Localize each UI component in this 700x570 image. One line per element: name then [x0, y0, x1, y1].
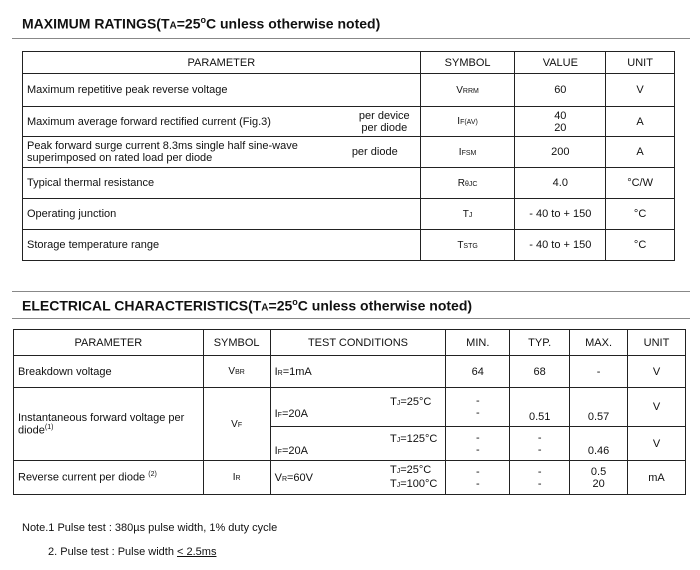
mr-symbol-main: R [457, 177, 465, 189]
ec-unit: mA [628, 461, 686, 495]
ec-typ: - - [510, 461, 570, 495]
mr-param: Typical thermal resistance [23, 168, 421, 199]
mr-header-parameter: PARAMETER [23, 52, 421, 74]
mr-header-unit: UNIT [606, 52, 675, 74]
ec-temp [390, 396, 431, 420]
mr-param: Storage temperature range [23, 230, 421, 261]
ec-param: Breakdown voltage [14, 356, 204, 388]
ec-param-text: Instantaneous forward voltage per diode [18, 411, 185, 437]
max-ratings-title-rest: =25 [176, 15, 201, 32]
ec-temp-sub: J [396, 481, 401, 489]
ec-temp-sub: J [396, 436, 401, 444]
table-row [23, 74, 675, 107]
table-row [23, 199, 675, 230]
ec-temp-main: T [390, 396, 397, 408]
ec-temp [390, 478, 437, 492]
ec-header-test-conditions: TEST CONDITIONS [270, 330, 446, 356]
electrical-table [13, 329, 686, 495]
ec-symbol [203, 461, 270, 495]
mr-value: - 40 to + 150 [515, 199, 606, 230]
ec-temp [390, 464, 437, 478]
ec-temp-sub: J [396, 467, 401, 475]
mr-param: Operating junction [23, 199, 421, 230]
ec-cond-main: I [274, 365, 278, 378]
ec-symbol [203, 388, 270, 461]
ec-symbol [203, 356, 270, 388]
mr-symbol [420, 199, 515, 230]
ec-cond-main: I [274, 444, 278, 457]
ec-param [14, 461, 204, 495]
mr-param: Maximum average forward rectified current (Fig.3) [27, 115, 271, 128]
ec-cond-row [275, 431, 446, 457]
mr-symbol [420, 74, 515, 107]
mr-symbol-sub: F(AV) [460, 119, 478, 126]
mr-symbol [420, 107, 515, 137]
mr-param-cell [23, 137, 421, 168]
table-row [23, 137, 675, 168]
ec-min: - - [446, 427, 510, 461]
ec-temp-rest: =25°C [400, 396, 432, 408]
ec-temp-main: T [390, 477, 397, 490]
max-ratings-title-deg: o [200, 15, 206, 25]
table-row [14, 461, 686, 495]
electrical-rule [12, 318, 690, 319]
mr-unit: A [606, 107, 675, 137]
mr-value: 200 [515, 137, 606, 168]
mr-value: 60 [515, 74, 606, 107]
mr-value: - 40 to + 150 [515, 230, 606, 261]
ec-cond-sub: F [277, 412, 282, 419]
electrical-title-text: ELECTRICAL CHARACTERISTICS(T [22, 297, 262, 314]
max-ratings-table [22, 51, 675, 261]
ec-symbol-sub: R [235, 475, 241, 482]
ec-symbol-sub: F [237, 421, 243, 429]
ec-symbol-sub: BR [235, 369, 245, 376]
ec-cond-sub: F [277, 448, 282, 456]
note-2 [48, 546, 216, 558]
ec-cond-sub: R [281, 475, 287, 483]
max-ratings-title [22, 15, 380, 32]
ec-temp-main: T [390, 463, 397, 476]
electrical-title [22, 297, 472, 314]
mr-symbol [420, 230, 515, 261]
ec-header-parameter: PARAMETER [14, 330, 204, 356]
note-2-value: < 2.5ms [177, 546, 217, 558]
ec-symbol-main: V [231, 418, 238, 430]
ec-symbol-main: V [228, 366, 236, 377]
mr-unit: A [606, 137, 675, 168]
ec-cond-sub: R [277, 369, 283, 377]
ec-header-unit: UNIT [628, 330, 686, 356]
ec-max: 0.57 [570, 388, 628, 427]
ec-unit: V [628, 427, 686, 461]
mr-cond: per device per diode [358, 109, 410, 134]
mr-symbol-sub: J [468, 211, 473, 219]
mr-symbol-sub: STG [463, 242, 478, 250]
mr-unit: °C/W [606, 168, 675, 199]
ec-typ: 68 [510, 356, 570, 388]
ec-header-min: MIN. [446, 330, 510, 356]
ec-symbol-main: I [232, 472, 236, 483]
ec-cond-rest: =20A [281, 444, 308, 457]
mr-value: 40 20 [515, 107, 606, 137]
max-ratings-title-sub: A [169, 20, 177, 32]
mr-param-cell [23, 107, 421, 137]
ec-cond-row [275, 394, 446, 420]
ec-param-text: Reverse current per diode [18, 471, 146, 484]
mr-header-symbol: SYMBOL [420, 52, 515, 74]
ec-min: - - [446, 461, 510, 495]
ec-cond-left [275, 408, 308, 420]
ec-header-symbol: SYMBOL [203, 330, 270, 356]
ec-cond-rest: =60V [287, 471, 313, 484]
ec-header-typ: TYP. [510, 330, 570, 356]
ec-cond [270, 461, 446, 495]
electrical-title-end: C unless otherwise noted) [297, 297, 473, 314]
mr-value: 4.0 [515, 168, 606, 199]
ec-temp-rest: =125°C [400, 432, 438, 445]
mr-symbol-main: V [456, 84, 463, 96]
mr-symbol-sub: FSM [461, 149, 477, 157]
mr-unit: °C [606, 199, 675, 230]
ec-temp [390, 433, 437, 457]
ec-unit: V [628, 388, 686, 427]
ec-header-max: MAX. [570, 330, 628, 356]
ec-temp-rest: =25°C [400, 463, 432, 476]
mr-symbol-main: T [457, 239, 464, 251]
mr-unit: V [606, 74, 675, 107]
mr-param-row [27, 140, 420, 164]
mr-param: Maximum repetitive peak reverse voltage [23, 74, 421, 107]
note-1: Note.1 Pulse test : 380µs pulse width, 1% duty cycle [22, 522, 278, 534]
max-ratings-title-end: C unless otherwise noted) [205, 15, 381, 32]
mr-symbol-main: T [462, 208, 469, 220]
ec-cond-rest: =20A [281, 408, 308, 420]
mr-param: Peak forward surge current 8.3ms single half sine-wave superimposed on rated load per diode [27, 140, 298, 164]
electrical-title-sub: A [261, 302, 269, 314]
ec-temp-stack [390, 464, 437, 492]
ec-typ: - - [510, 427, 570, 461]
ec-cond-main: V [274, 471, 282, 484]
table-row [14, 356, 686, 388]
mr-cond: per diode [351, 146, 398, 158]
max-ratings-rule [12, 38, 690, 39]
ec-cond-left [275, 445, 308, 457]
ec-typ: 0.51 [510, 388, 570, 427]
ec-min: 64 [446, 356, 510, 388]
ec-max: 0.5 20 [570, 461, 628, 495]
mr-symbol-main: I [457, 116, 461, 127]
ec-min: - - [446, 388, 510, 427]
ec-cond-left [275, 472, 313, 484]
ec-cond [270, 427, 446, 461]
ec-temp-sub: J [396, 400, 401, 407]
max-ratings-title-text: MAXIMUM RATINGS(T [22, 15, 170, 32]
ec-param-sup: (1) [44, 423, 54, 431]
ec-max: 0.46 [570, 427, 628, 461]
mr-symbol [420, 137, 515, 168]
ec-temp-main: T [390, 432, 397, 445]
electrical-top-rule [12, 291, 690, 292]
ec-cond-main: I [274, 408, 278, 420]
table-row [14, 388, 686, 427]
table-row [23, 107, 675, 137]
electrical-title-rest: =25 [268, 297, 293, 314]
mr-param-row [27, 110, 420, 134]
ec-max: - [570, 356, 628, 388]
electrical-title-deg: o [292, 297, 298, 307]
mr-symbol-sub: RRM [462, 87, 479, 95]
mr-unit: °C [606, 230, 675, 261]
ec-cond-row [275, 464, 446, 492]
note-2-text: 2. Pulse test : Pulse width [48, 546, 178, 558]
table-row [23, 230, 675, 261]
mr-symbol [420, 168, 515, 199]
mr-symbol-sub: θJC [464, 180, 478, 188]
table-row [23, 168, 675, 199]
ec-temp-rest: =100°C [400, 477, 438, 490]
mr-header-value: VALUE [515, 52, 606, 74]
ec-unit: V [628, 356, 686, 388]
ec-cond-rest: =1mA [282, 365, 312, 378]
ec-param-sup: (2) [148, 471, 157, 479]
ec-param [14, 388, 204, 461]
ec-cond [270, 388, 446, 427]
ec-cond [270, 356, 446, 388]
mr-symbol-main: I [458, 146, 462, 158]
